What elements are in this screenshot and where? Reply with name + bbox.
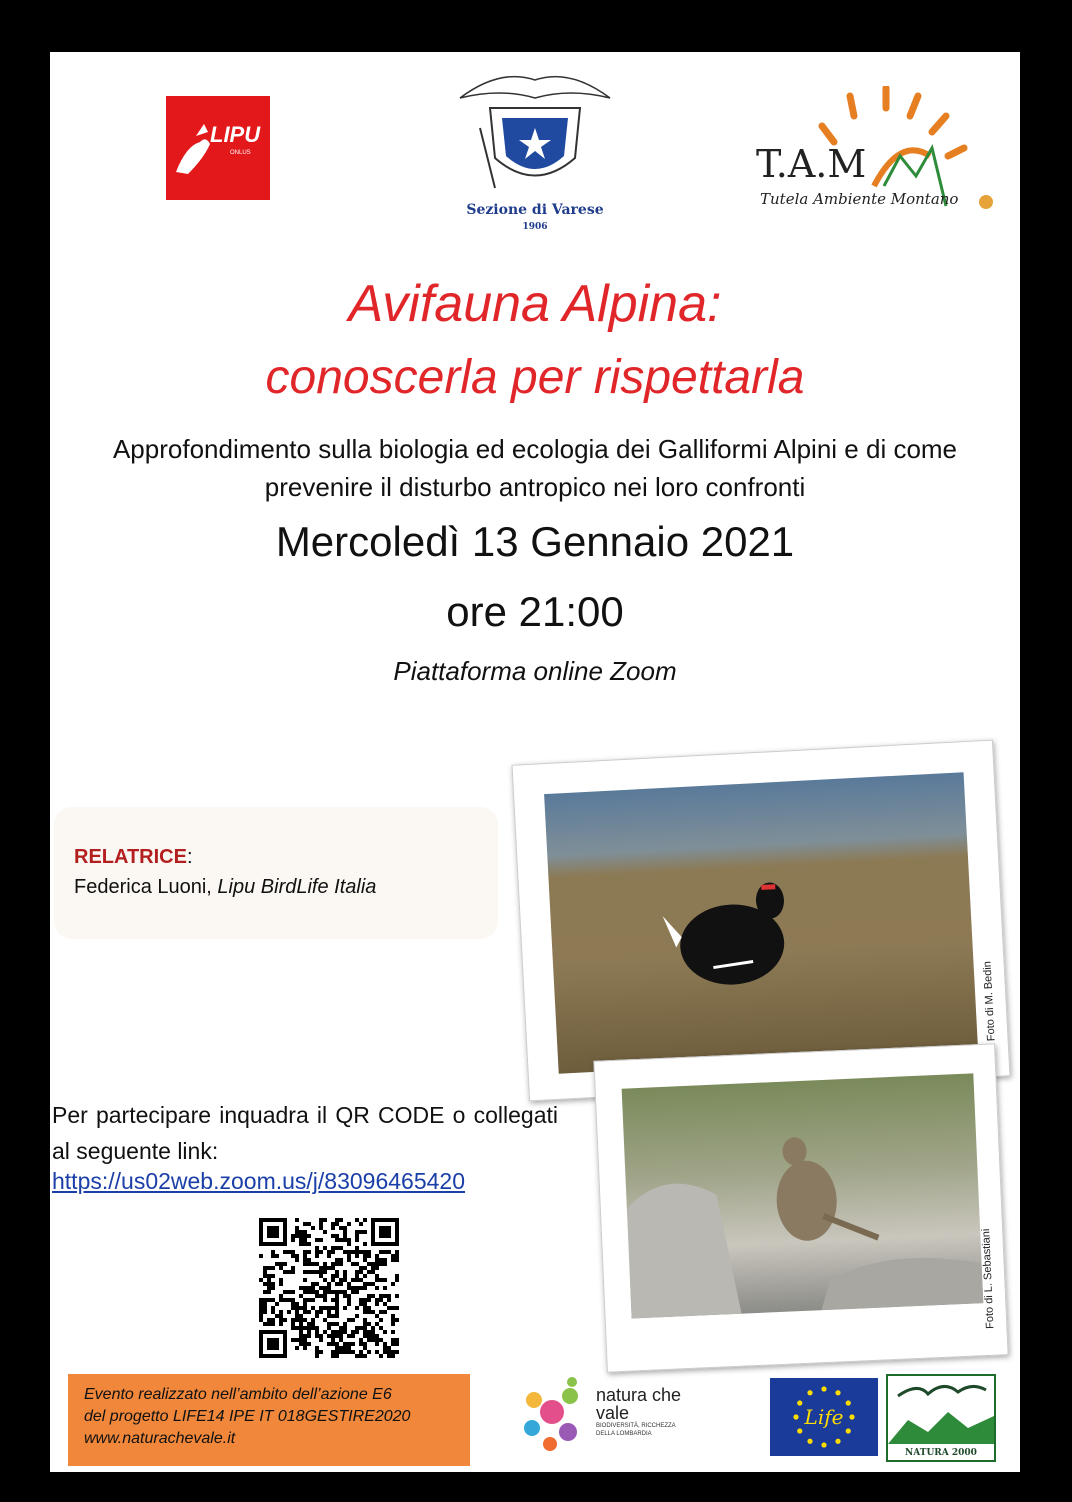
footer-line-3: www.naturachevale.it: [84, 1430, 236, 1447]
black-grouse-image: [544, 772, 978, 1074]
speaker-name: [74, 876, 376, 899]
footer-line-2: del progetto LIFE14 IPE IT 018GESTIRE2020: [84, 1408, 411, 1425]
eu-stars-icon: [770, 1378, 878, 1456]
lipu-sub: ONLUS: [230, 150, 251, 156]
event-platform: Piattaforma online Zoom: [393, 656, 677, 686]
flyer-page: [50, 52, 1020, 1472]
event-subtitle: conoscerla per rispettarla: [265, 351, 805, 404]
speaker-label-text: RELATRICE: [74, 846, 187, 868]
ptarmigan-icon: [622, 1073, 984, 1318]
lipu-logo: [166, 96, 270, 200]
speaker-label: [74, 846, 193, 869]
hoopoe-icon: [166, 96, 270, 200]
event-description: Approfondimento sulla biologia ed ecologia dei Galliformi Alpini e di come prevenire il disturbo antropico nei loro confronti: [112, 434, 958, 502]
natura-2000-label: NATURA 2000: [905, 1448, 977, 1458]
tam-logo: [750, 86, 1000, 242]
event-date: Mercoledì 13 Gennaio 2021: [275, 518, 795, 565]
tam-tagline: Tutela Ambiente Montano: [760, 190, 959, 208]
photo-credit-2: Foto di L. Sebastiani: [980, 1228, 997, 1330]
ptarmigan-image: [622, 1073, 984, 1318]
qr-code-icon: [259, 1218, 399, 1358]
cai-logo: [450, 68, 620, 236]
natura-che-vale-logo: [512, 1372, 692, 1464]
speaker-org: Lipu BirdLife Italia: [217, 876, 377, 898]
black-grouse-icon: [544, 772, 978, 1074]
zoom-link[interactable]: https://us02web.zoom.us/j/83096465420: [52, 1168, 466, 1194]
join-instructions: Per partecipare inquadra il QR CODE o collegati al seguente link:: [52, 1102, 558, 1164]
footer-text: [84, 1384, 410, 1450]
cai-section: Sezione di Varese: [466, 202, 604, 218]
event-time: ore 21:00: [446, 588, 624, 635]
event-title: Avifauna Alpina:: [348, 275, 722, 333]
photo-credit-1: Foto di M. Bedin: [981, 960, 998, 1042]
footer-line-1: Evento realizzato nell’ambito dell’azione E6: [84, 1386, 392, 1403]
speaker-box: [54, 807, 498, 939]
footer-box: [68, 1374, 470, 1466]
speaker-label-colon: :: [186, 846, 193, 868]
ncv-title: natura che vale: [596, 1385, 682, 1423]
flowers-icon: [512, 1372, 592, 1464]
cai-year: 1906: [522, 222, 548, 232]
eu-life-logo: [770, 1378, 878, 1456]
tam-letters: T.A.M: [756, 142, 867, 186]
life-label: Life: [804, 1405, 844, 1429]
ncv-subtitle: BIODIVERSITÀ, RICCHEZZA DELLA LOMBARDIA: [596, 1423, 676, 1437]
speaker-person: Federica Luoni,: [74, 876, 218, 898]
birds-hills-icon: [888, 1376, 994, 1444]
natura-2000-logo: [886, 1374, 996, 1462]
photo-ptarmigan: [593, 1043, 1008, 1372]
qr-code[interactable]: [259, 1218, 399, 1358]
cai-eagle-shield-icon: [450, 68, 620, 198]
lipu-name: LIPU: [210, 122, 261, 147]
